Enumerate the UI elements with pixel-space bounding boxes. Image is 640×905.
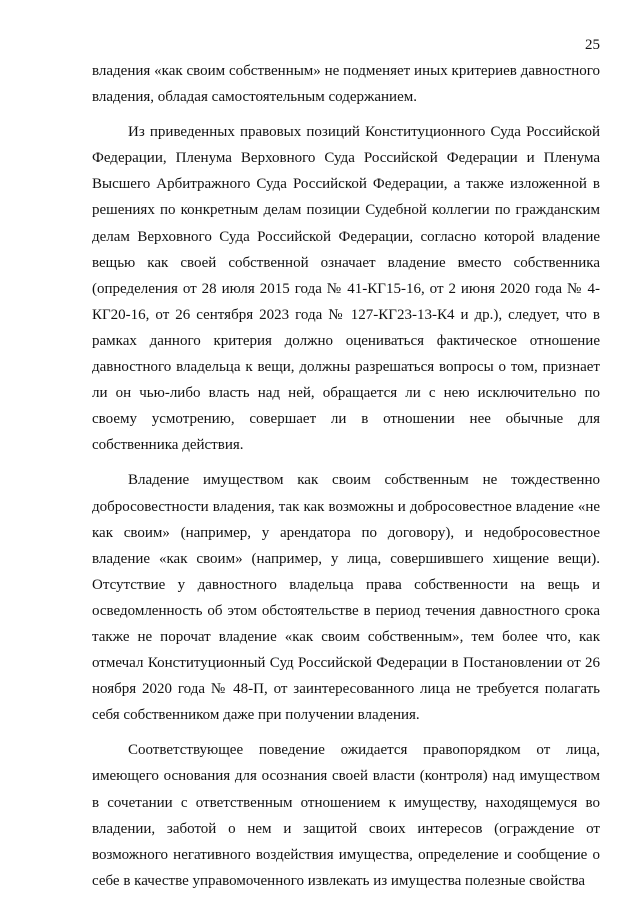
paragraph: Соответствующее поведение ожидается правопорядком от лица, имеющего основания для осознания своей власти (контроля) над имуществом в сочетании с ответственным отношением к имуществу, находящемуся во владении, заботой о нем и защитой своих интересов (ограждение от возможного негативного воздействия имущества, определение и сообщение о себе в качестве управомоченного извлекать из имущества полезные свойства — [92, 742, 600, 889]
paragraph: Из приведенных правовых позиций Конституционного Суда Российской Федерации, Пленума Верховного Суда Российской Федерации и Пленума Высшего Арбитражного Суда Российской Федерации, а также изложенной в решениях по конкретным делам позиции Судебной коллегии по гражданским делам Верховного Суда Российской Федерации, согласно которой владение вещью как своей собственной означает владение вместо собственника (определения от 28 июля 2015 года № 41-КГ15-16, от 2 июня 2020 года № 4-КГ20-16, от 26 сентября 2023 года № 127-КГ23-13-К4 и др.), следует, что в рамках данного критерия должно оцениваться фактическое отношение давностного владельца к вещи, должны разрешаться вопросы о том, признает ли он чью-либо власть над ней, обращается ли с нею исключительно по своему усмотрению, совершает ли в отношении нее обычные для собственника действия. — [92, 124, 600, 454]
document-body — [92, 58, 600, 894]
page-number: 25 — [585, 37, 600, 53]
paragraph-continuation: владения «как своим собственным» не подменяет иных критериев давностного владения, обладая самостоятельным содержанием. — [92, 63, 600, 106]
paragraph: Владение имуществом как своим собственным не тождественно добросовестности владения, так как возможны и добросовестное владение «не как своим» (например, у арендатора по договору), и недобросовестное владение «как своим» (например, у лица, совершившего хищение вещи). Отсутствие у давностного владельца права собственности на вещь и осведомленность об этом обстоятельстве в период течения давностного срока также не порочат владение «как своим собственным», тем более что, как отмечал Конституционный Суд Российской Федерации в Постановлении от 26 ноября 2020 года № 48-П, от заинтересованного лица не требуется полагать себя собственником даже при получении владения. — [92, 472, 600, 724]
